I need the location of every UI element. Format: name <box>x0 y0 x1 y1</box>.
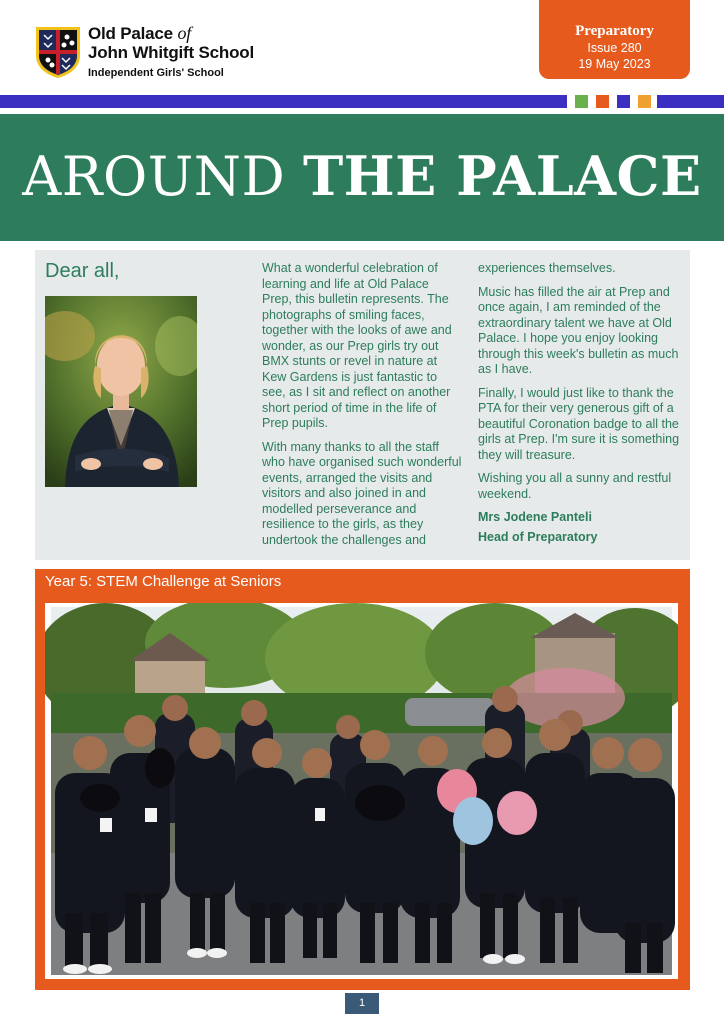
masthead-banner <box>0 114 724 241</box>
signature-title: Head of Preparatory <box>478 529 598 544</box>
school-name-of: of <box>177 23 192 43</box>
school-name <box>88 24 254 81</box>
issue-number: Issue 280 <box>587 41 642 55</box>
letter-paragraph: What a wonderful celebration of learning and life at Old Palace Prep, this bulletin represents. The photographs of smiling faces, together with the looks of awe and wonder, as our Prep girls try out BMX stunts or revel in nature at Kew Gardens is just fantastic to see, as I sit and reflect on another short period of time in the life of Prep pupils. <box>262 261 452 430</box>
section-title: Year 5: STEM Challenge at Seniors <box>45 573 282 590</box>
accent-square-yellow <box>638 95 651 108</box>
letter-column-1 <box>262 261 462 556</box>
letter-column-2 <box>478 261 683 549</box>
stem-group-photo-frame <box>45 603 678 979</box>
letter-paragraph: Music has filled the air at Prep and once again, I am reminded of the extraordinary talent we have at Old Palace. I hope you enjoy looking through this week's bulletin as much as I have. <box>478 284 679 376</box>
letter-paragraph: With many thanks to all the staff who have organised such wonderful events, arranged the visits and visitors and also joined in and modelled perseverance and resilience to the girls, as they undertook the challenges and <box>262 439 462 547</box>
stripe-bar-right <box>657 95 724 108</box>
school-name-line2: John Whitgift School <box>88 43 254 62</box>
issue-date: 19 May 2023 <box>578 57 651 71</box>
page-number: 1 <box>345 993 379 1014</box>
masthead-title-light: AROUND <box>22 145 286 208</box>
stem-challenge-section <box>35 569 690 990</box>
letter-paragraph: Wishing you all a sunny and restful weekend. <box>478 471 672 501</box>
masthead-title-bold: THE PALACE <box>302 144 702 208</box>
letter-greeting: Dear all, <box>45 260 120 282</box>
stripe-bar-left <box>0 95 567 108</box>
issue-tab <box>539 0 690 79</box>
accent-square-green <box>575 95 588 108</box>
issue-section-label: Preparatory <box>575 23 654 39</box>
accent-square-orange <box>596 95 609 108</box>
letter-paragraph: Finally, I would just like to thank the PTA for their very generous gift of a beautiful Coronation badge to all the girls at Prep. I'm sure it is something they will treasure. <box>478 385 680 462</box>
head-letter-panel <box>35 250 690 560</box>
school-name-line1: Old Palace of <box>88 23 192 43</box>
masthead-title <box>0 144 724 209</box>
decorative-stripe <box>0 95 724 108</box>
stem-group-photo <box>45 603 678 979</box>
letter-paragraph: experiences themselves. <box>478 261 616 275</box>
accent-square-blue <box>617 95 630 108</box>
headteacher-portrait-photo <box>45 296 197 487</box>
school-crest-logo <box>34 25 82 79</box>
school-tagline: Independent Girls' School <box>88 67 224 79</box>
signature-name: Mrs Jodene Panteli <box>478 510 592 524</box>
